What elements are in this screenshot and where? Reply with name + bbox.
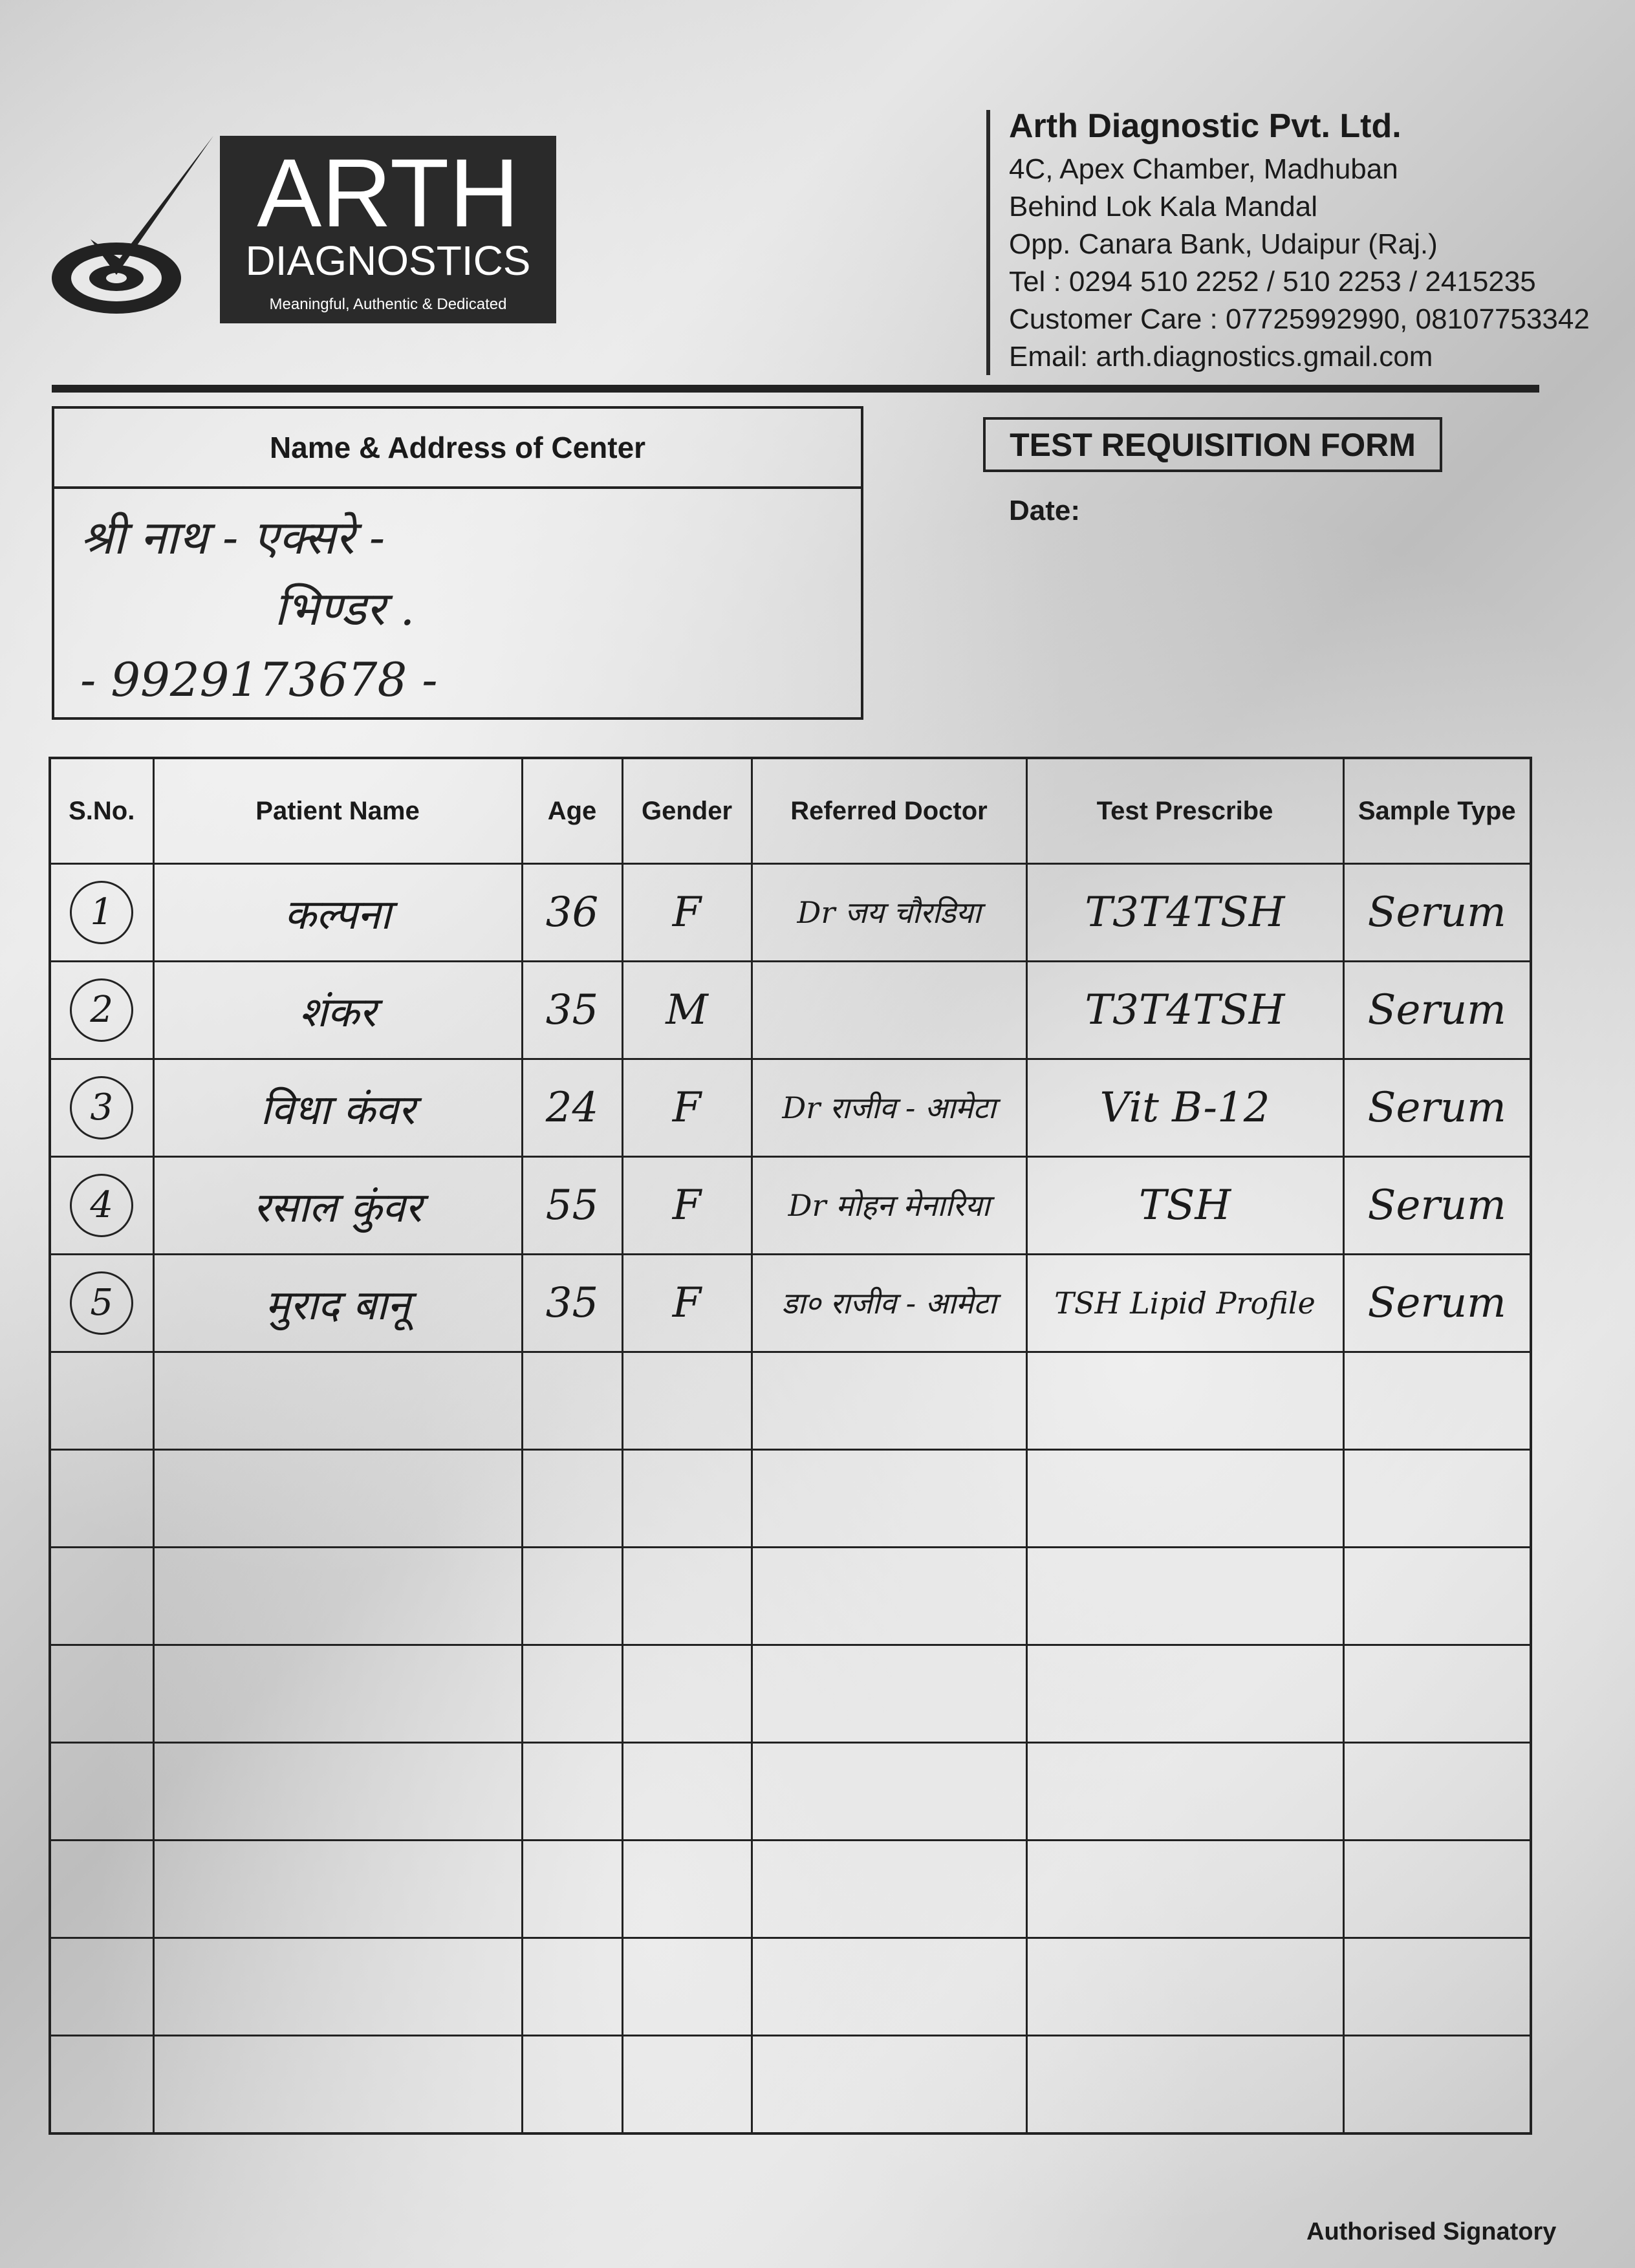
- target-check-icon: [52, 136, 213, 314]
- cell-gender: M: [622, 962, 752, 1059]
- logo-brand: ARTH: [257, 138, 519, 247]
- cell-sno: [50, 1059, 153, 1157]
- logo-tagline: Meaningful, Authentic & Dedicated: [269, 296, 507, 313]
- cell-gender: F: [622, 1059, 752, 1157]
- cell-patient-name: कल्पना: [153, 864, 522, 962]
- cell-patient-name: मुराद बानू: [153, 1255, 522, 1352]
- patient-table: [49, 757, 1532, 2135]
- company-address-line: 4C, Apex Chamber, Madhuban: [1009, 153, 1398, 185]
- center-line: श्री नाथ - एक्सरे -: [80, 510, 385, 565]
- table-row-empty: [50, 1548, 1531, 1645]
- cell-patient-name: शंकर: [153, 962, 522, 1059]
- table-row: [50, 962, 1531, 1059]
- cell-referred-doctor: Dr जय चौरडिया: [752, 864, 1026, 962]
- company-name: Arth Diagnostic Pvt. Ltd.: [1009, 107, 1402, 145]
- cell-age: 36: [522, 864, 622, 962]
- cell-sno: [50, 1157, 153, 1255]
- sno-circle: 5: [70, 1271, 133, 1335]
- table-row-empty: [50, 2036, 1531, 2134]
- header-gender: Gender: [622, 758, 752, 864]
- cell-referred-doctor: [752, 962, 1026, 1059]
- company-divider: [986, 110, 990, 375]
- cell-patient-name: रसाल कुंवर: [153, 1157, 522, 1255]
- cell-age: 35: [522, 1255, 622, 1352]
- cell-test: Vit B-12: [1026, 1059, 1343, 1157]
- table-row-empty: [50, 1450, 1531, 1548]
- cell-sample-type: Serum: [1343, 864, 1531, 962]
- header-test-prescribe: Test Prescribe: [1026, 758, 1343, 864]
- authorised-signatory: Authorised Signatory: [1306, 2218, 1557, 2245]
- center-line: - 9929173678 -: [80, 653, 438, 707]
- header-patient-name: Patient Name: [153, 758, 522, 864]
- header-rule: [52, 385, 1539, 393]
- cell-gender: F: [622, 1157, 752, 1255]
- company-email: Email: arth.diagnostics.gmail.com: [1009, 341, 1433, 373]
- table-row-empty: [50, 1645, 1531, 1743]
- table-row: [50, 864, 1531, 962]
- company-info: [1009, 107, 1590, 376]
- cell-test: T3T4TSH: [1026, 864, 1343, 962]
- cell-sno: [50, 962, 153, 1059]
- table-row-empty: [50, 1841, 1531, 1938]
- cell-age: 24: [522, 1059, 622, 1157]
- cell-test: T3T4TSH: [1026, 962, 1343, 1059]
- cell-patient-name: विधा कंवर: [153, 1059, 522, 1157]
- table-row-empty: [50, 1352, 1531, 1450]
- cell-referred-doctor: Dr मोहन मेनारिया: [752, 1157, 1026, 1255]
- cell-sample-type: Serum: [1343, 1255, 1531, 1352]
- cell-age: 35: [522, 962, 622, 1059]
- sno-circle: 3: [70, 1076, 133, 1139]
- cell-sample-type: Serum: [1343, 1059, 1531, 1157]
- form-title: TEST REQUISITION FORM: [983, 417, 1442, 472]
- center-title: Name & Address of Center: [54, 409, 861, 489]
- company-phone: Tel : 0294 510 2252 / 510 2253 / 2415235: [1009, 266, 1536, 297]
- cell-gender: F: [622, 864, 752, 962]
- cell-test: TSH: [1026, 1157, 1343, 1255]
- sno-circle: 4: [70, 1174, 133, 1237]
- logo-sub: DIAGNOSTICS: [245, 237, 531, 284]
- header-sno: S.No.: [50, 758, 153, 864]
- table-row-empty: [50, 1938, 1531, 2036]
- header-referred-doctor: Referred Doctor: [752, 758, 1026, 864]
- table-row-empty: [50, 1743, 1531, 1841]
- center-address-box: [52, 406, 863, 720]
- table-row: [50, 1255, 1531, 1352]
- cell-referred-doctor: Dr राजीव - आमेटा: [752, 1059, 1026, 1157]
- table-header-row: [50, 758, 1531, 864]
- company-address-line: Opp. Canara Bank, Udaipur (Raj.): [1009, 228, 1438, 260]
- sno-circle: 1: [70, 881, 133, 944]
- company-address-line: Behind Lok Kala Mandal: [1009, 191, 1317, 222]
- cell-sno: [50, 864, 153, 962]
- cell-referred-doctor: डा० राजीव - आमेटा: [752, 1255, 1026, 1352]
- sno-circle: 2: [70, 978, 133, 1042]
- cell-test: TSH Lipid Profile: [1026, 1255, 1343, 1352]
- header-sample-type: Sample Type: [1343, 758, 1531, 864]
- date-label: Date:: [1009, 495, 1081, 526]
- table-row: [50, 1157, 1531, 1255]
- arth-logo: [45, 129, 563, 323]
- cell-sample-type: Serum: [1343, 1157, 1531, 1255]
- cell-gender: F: [622, 1255, 752, 1352]
- center-handwritten: [54, 489, 861, 728]
- table-row: [50, 1059, 1531, 1157]
- cell-age: 55: [522, 1157, 622, 1255]
- cell-sno: [50, 1255, 153, 1352]
- company-customer-care: Customer Care : 07725992990, 08107753342: [1009, 303, 1590, 335]
- cell-sample-type: Serum: [1343, 962, 1531, 1059]
- center-line: भिण्डर .: [274, 581, 415, 636]
- header-age: Age: [522, 758, 622, 864]
